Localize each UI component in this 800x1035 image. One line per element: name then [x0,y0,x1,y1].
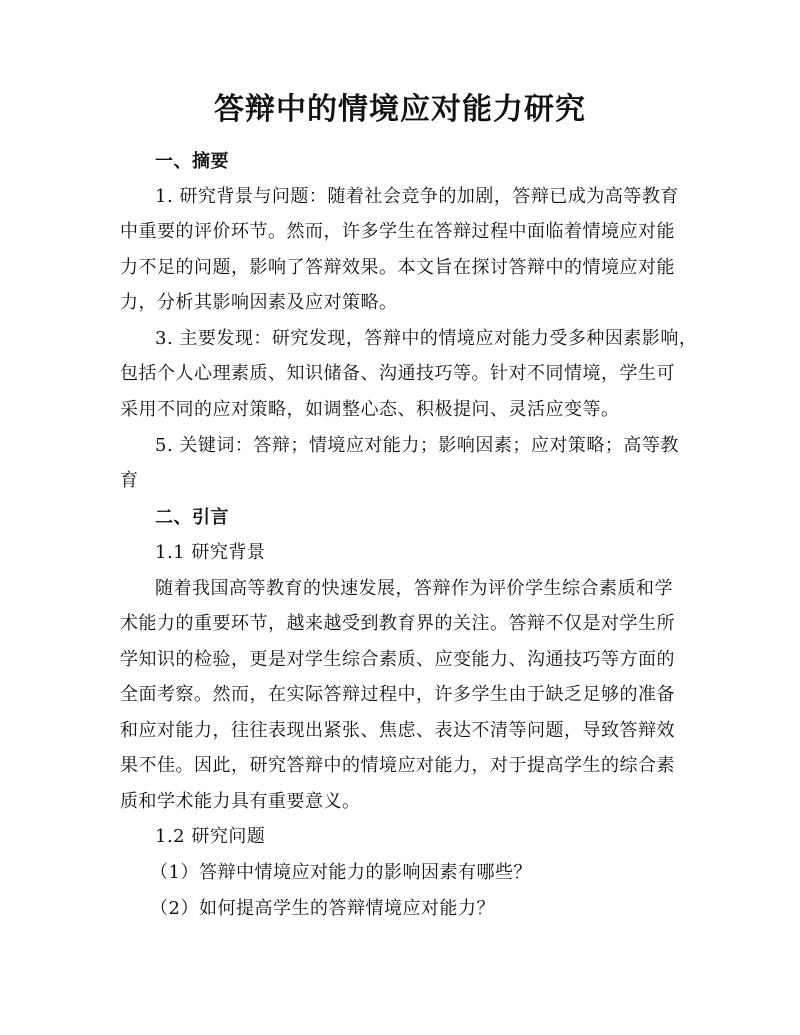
paragraph-line: 力，分析其影响因素及应对策略。 [120,292,398,313]
paragraph-line: 1. 研究背景与问题：随着社会竞争的加剧，答辩已成为高等教育 [155,186,679,207]
paragraph-line: 采用不同的应对策略，如调整心态、积极提问、灵活应变等。 [120,399,620,420]
paragraph-line: 和应对能力，往往表现出紧张、焦虑、表达不清等问题，导致答辩效 [120,720,675,741]
paragraph-line: 包括个人心理素质、知识储备、沟通技巧等。针对不同情境，学生可 [120,363,675,384]
paragraph-line: 果不佳。因此，研究答辩中的情境应对能力，对于提高学生的综合素 [120,755,675,776]
question-item: （1）答辩中情境应对能力的影响因素有哪些？ [150,862,532,883]
paragraph-line: 全面考察。然而，在实际答辩过程中，许多学生由于缺乏足够的准备 [120,684,675,705]
paragraph-line: 育 [120,470,139,491]
paragraph-line: 学知识的检验，更是对学生综合素质、应变能力、沟通技巧等方面的 [120,649,675,670]
question-item: （2）如何提高学生的答辩情境应对能力？ [150,898,495,919]
section-heading-introduction: 二、引言 [155,507,229,528]
section-heading-abstract: 一、摘要 [155,151,229,172]
paragraph-line: 5. 关键词：答辩；情境应对能力；影响因素；应对策略；高等教 [155,435,679,456]
paragraph-line: 随着我国高等教育的快速发展，答辩作为评价学生综合素质和学 [155,578,673,599]
subsection-heading-background: 1.1 研究背景 [155,542,266,563]
paragraph-line: 3. 主要发现：研究发现，答辩中的情境应对能力受多种因素影响， [155,328,698,349]
subsection-heading-questions: 1.2 研究问题 [155,826,266,847]
paragraph-line: 力不足的问题，影响了答辩效果。本文旨在探讨答辩中的情境应对能 [120,257,675,278]
paragraph-line: 中重要的评价环节。然而，许多学生在答辩过程中面临着情境应对能 [120,221,675,242]
paragraph-line: 术能力的重要环节，越来越受到教育界的关注。答辩不仅是对学生所 [120,613,675,634]
paragraph-line: 质和学术能力具有重要意义。 [120,791,361,812]
document-title: 答辩中的情境应对能力研究 [214,92,586,127]
